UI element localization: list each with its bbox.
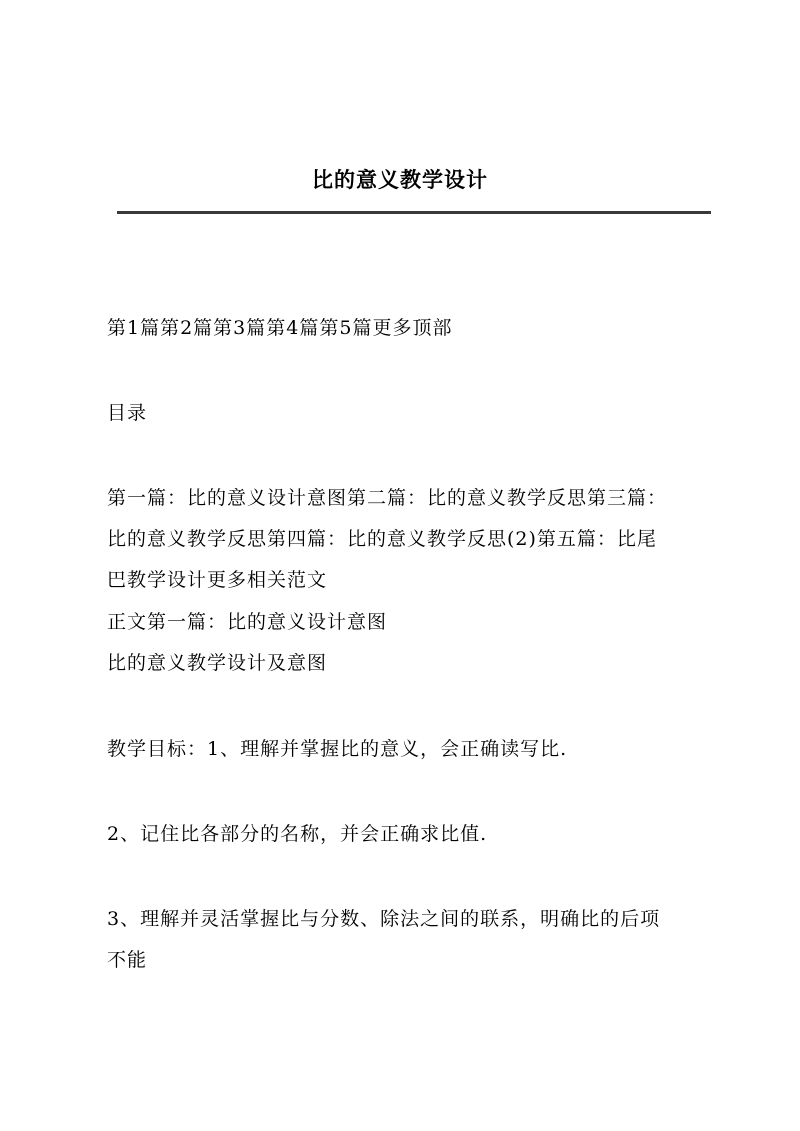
- toc-heading: 目录: [107, 402, 148, 424]
- article-nav-links[interactable]: 第1篇第2篇第3篇第4篇第5篇更多顶部: [107, 317, 453, 339]
- body-subheading: 比的意义教学设计及意图: [107, 652, 328, 674]
- toc-line: 第一篇：比的意义设计意图第二篇：比的意义教学反思第三篇：: [107, 487, 668, 509]
- toc-line: 巴教学设计更多相关范文: [107, 569, 328, 591]
- document-title: 比的意义教学设计: [312, 167, 488, 192]
- toc-line: 比的意义教学反思第四篇：比的意义教学反思(2)第五篇：比尾: [107, 528, 657, 550]
- teaching-goal-2: 2、记住比各部分的名称，并会正确求比值.: [107, 823, 488, 845]
- body-heading: 正文第一篇：比的意义设计意图: [107, 611, 388, 633]
- teaching-goal-3-line: 3、理解并灵活掌握比与分数、除法之间的联系，明确比的后项: [107, 908, 661, 930]
- teaching-goal-3-line: 不能: [107, 949, 148, 971]
- teaching-goal-1: 教学目标：1、理解并掌握比的意义，会正确读写比.: [107, 738, 568, 760]
- title-divider: [117, 211, 711, 214]
